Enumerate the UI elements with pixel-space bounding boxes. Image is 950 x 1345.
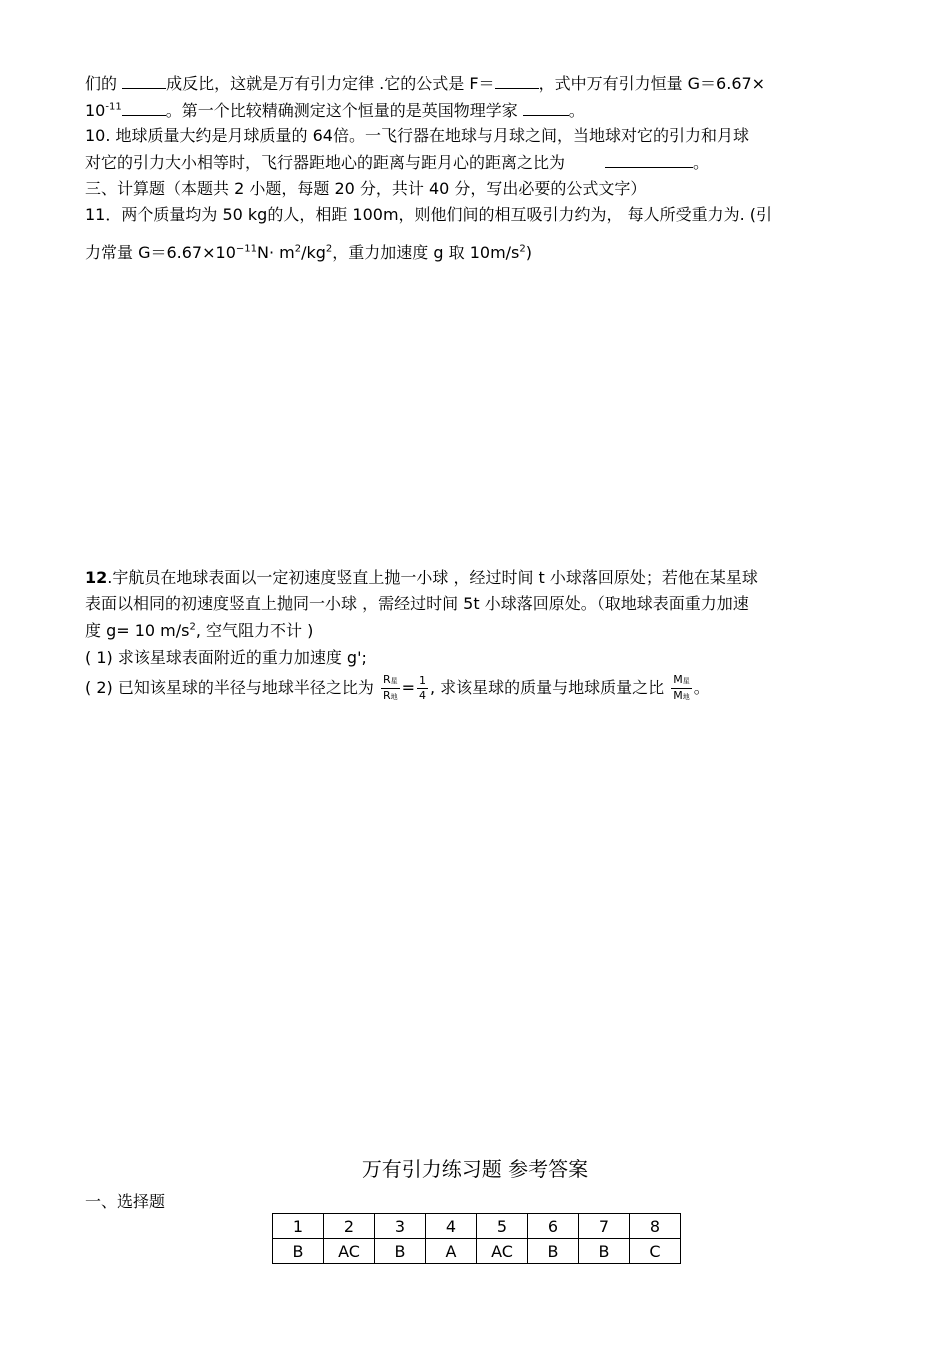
table-cell: A [426, 1239, 477, 1264]
table-cell: B [579, 1239, 630, 1264]
q9-text-e: 。 [568, 101, 585, 120]
table-cell: 1 [273, 1214, 324, 1239]
exponent: -11 [105, 101, 122, 113]
section-heading: 三、计算题（本题共 2 小题，每题 20 分，共计 40 分，写出必要的公式文字） [85, 179, 647, 198]
q11-text-d: ，重力加速度 g 取 10m/s [332, 243, 520, 262]
q11-text-a: 力常量 G＝6.67×10 [85, 243, 236, 262]
table-row-numbers [273, 1214, 681, 1239]
q12-part-1: ( 1) 求该星球表面附近的重力加速度 g'; [85, 648, 367, 667]
one-quarter-fraction: $\frac{1}{4}$ [419, 674, 426, 702]
table-cell: 8 [630, 1214, 681, 1239]
q12-text: .宇航员在地球表面以一定初速度竖直上抛一小球 ，经过时间 t 小球落回原处；若他在某星球 [107, 568, 758, 587]
table-cell: 7 [579, 1214, 630, 1239]
table-cell: B [528, 1239, 579, 1264]
table-cell: B [273, 1239, 324, 1264]
answer-table [272, 1213, 681, 1264]
q11-text-b: N· m [257, 243, 295, 262]
exponent: 2 [189, 621, 196, 633]
table-cell: 4 [426, 1214, 477, 1239]
table-cell: 2 [324, 1214, 375, 1239]
answer-blank [605, 153, 693, 168]
q10-text: 对它的引力大小相等时，飞行器距地心的距离与距月心的距离之比为 [85, 153, 566, 172]
mass-ratio-fraction: $\frac{\text{M星}}{\text{M地}}$ [673, 673, 690, 702]
q9-text-b: 成反比，这就是万有引力定律 .它的公式是 F＝ [166, 74, 495, 93]
q12-line-2: 表面以相同的初速度竖直上抛同一小球 ，需经过时间 5t 小球落回原处。（取地球表面重力加速 [85, 594, 749, 613]
question-number: 12 [85, 568, 108, 587]
table-cell: B [375, 1239, 426, 1264]
q12-line-1 [85, 568, 758, 588]
q12-part2-text-b: , 求该星球的质量与地球质量之比 [430, 678, 670, 697]
q10-line-1: 10. 地球质量大约是月球质量的 64倍。一飞行器在地球与月球之间，当地球对它的引力和月球 [85, 126, 749, 145]
q11-line-2 [85, 243, 532, 263]
q9-line-1 [85, 74, 765, 94]
answer-blank [495, 74, 539, 89]
power-base: 10 [85, 101, 106, 120]
q11-text-e: ) [525, 243, 533, 262]
q12-text-a: 度 g= 10 m/s [85, 621, 190, 640]
q9-text-c: ，式中万有引力恒量 G＝6.67× [538, 74, 766, 93]
q12-line-3 [85, 621, 313, 641]
q11-line-1: 11．两个质量均为 50 kg的人，相距 100m，则他们间的相互吸引力约为， 每人所受重力为. (引 [85, 205, 773, 224]
exponent: −11 [235, 243, 257, 255]
q12-part2-text: ( 2) 已知该星球的半径与地球半径之比为 [85, 678, 379, 697]
table-cell: C [630, 1239, 681, 1264]
q12-end: 。 [693, 678, 710, 697]
answer-section-heading: 一、选择题 [85, 1192, 166, 1211]
exponent: 2 [519, 243, 526, 255]
exponent: 2 [294, 243, 302, 255]
answer-blank [122, 74, 166, 89]
table-row-answers [273, 1239, 681, 1264]
q11-text-c: /kg [301, 243, 326, 262]
exponent: 2 [325, 243, 333, 255]
q12-part-2 [85, 673, 710, 704]
equals-sign: = [401, 678, 415, 697]
q10-line-2 [85, 153, 709, 173]
table-cell: AC [477, 1239, 528, 1264]
q9-text-a: 们的 [85, 74, 123, 93]
table-cell: 3 [375, 1214, 426, 1239]
radius-ratio-fraction: $\frac{\text{R星}}{\text{R地}}$ [382, 673, 398, 702]
table-cell: 6 [528, 1214, 579, 1239]
q9-text-d: 。第一个比较精确测定这个恒量的是英国物理学家 [165, 101, 523, 120]
answer-blank [122, 101, 166, 116]
q10-end: 。 [693, 153, 710, 172]
table-cell: AC [324, 1239, 375, 1264]
answer-blank [523, 101, 569, 116]
q9-line-2 [85, 101, 585, 121]
table-cell: 5 [477, 1214, 528, 1239]
answer-key-title: 万有引力练习题 参考答案 [361, 1157, 589, 1181]
q12-text-b: , 空气阻力不计 ) [195, 621, 314, 640]
